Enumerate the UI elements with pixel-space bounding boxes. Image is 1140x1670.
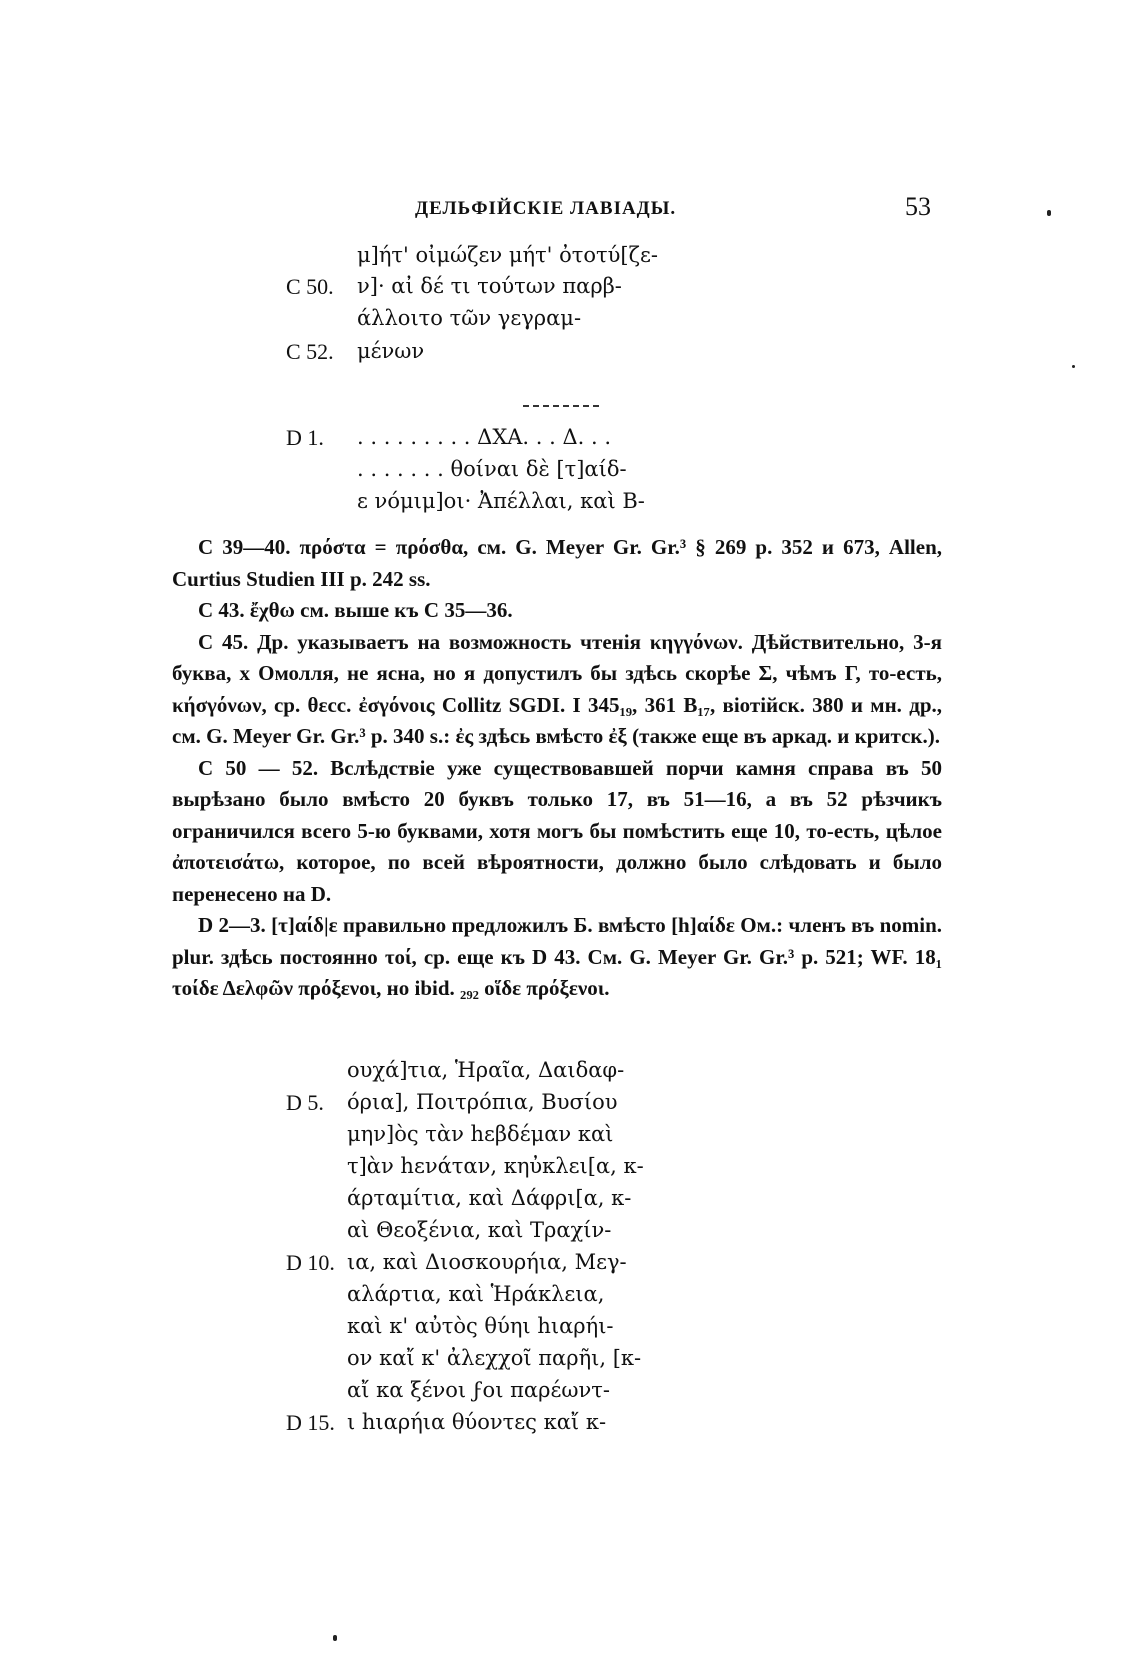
line-number-d1: D 1. bbox=[286, 425, 324, 450]
d-text-line: αὶ Θεοξένια, καὶ Τραχίν- bbox=[347, 1218, 612, 1242]
d-text-line: . . . . . . . . . ΔΧΑ. . . Δ. . . bbox=[357, 425, 612, 449]
line-number-c52: C 52. bbox=[286, 339, 334, 364]
commentary-paragraph: C 43. ἔχθω см. выше къ C 35—36. bbox=[198, 598, 513, 622]
line-number-d10: D 10. bbox=[286, 1250, 335, 1275]
c-text-line: άλλοιτο τῶν γεγραμ- bbox=[357, 306, 582, 330]
d-text-line: μην]ὸς τὰν hεβδέμαν καὶ bbox=[347, 1122, 614, 1146]
commentary-paragraph: C 39—40. πρόστα = πρόσθα, см. G. Meyer Gr. Gr.³ § 269 p. 352 и 673, Allen, Curtius Studien III p. 242 ss. bbox=[172, 535, 942, 591]
d-text-line: . . . . . . . θοίναι δὲ [τ]αίδ- bbox=[357, 457, 627, 481]
c-text-line: μένων bbox=[357, 339, 425, 363]
d-text-line: άρταμίτια, καὶ Δάφρι[α, κ- bbox=[347, 1186, 632, 1210]
d-text-line: καὶ κ' αὐτὸς θύηι hιαρήι- bbox=[347, 1314, 614, 1338]
d-text-line: ια, καὶ Διοσκουρήια, Μεγ- bbox=[347, 1250, 627, 1274]
d-text-line: ουχά]τια, Ἡραῖα, Δαιδαφ- bbox=[347, 1058, 625, 1082]
commentary-block bbox=[172, 532, 942, 1005]
d-text-line: ε νόμιμ]οι· Ἀπέλλαι, καὶ Β- bbox=[357, 489, 645, 513]
line-number-d15: D 15. bbox=[286, 1410, 335, 1435]
d-text-line: αἴ κα ξένοι ϝοι παρέωντ- bbox=[347, 1378, 610, 1402]
c-text-line: ν]· αἰ δέ τι τούτων παρβ- bbox=[357, 274, 622, 298]
line-number-c50: C 50. bbox=[286, 274, 334, 299]
scan-speck bbox=[1072, 365, 1075, 368]
d-text-line: ι hιαρήια θύοντες καἴ κ- bbox=[347, 1410, 607, 1434]
page-number: 53 bbox=[905, 192, 931, 221]
scan-speck bbox=[1047, 210, 1051, 216]
commentary-paragraph: C 50 — 52. Вслѣдствіе уже существовавшей порчи камня справа въ 50 вырѣзано было вмѣсто 20 буквъ только 17, въ 51—16, а въ 52 рѣзчикъ ограничился всего 5-ю буквами, хотя могъ бы помѣстить еще 10, то-есть, цѣлое ἀποτεισάτω, которое, по всей вѣроятности, должно было слѣдовать и было перенесено на D. bbox=[172, 755, 942, 906]
commentary-paragraph: C 45. Др. указываетъ на возможность чтенія κηγγόνων. Дѣйствительно, 3-я буква, х Омолля, не ясна, но я допустилъ бы здѣсь скорѣе Σ, чѣмъ Γ, то-есть, κήσγόνων, ср. θεсс. ἐσγόνοις Collitz SGDI. I 345₁₉, 361 B₁₇, віотійск. 380 и мн. др., см. G. Meyer Gr. Gr.³ p. 340 s.: ἐς здѣсь вмѣсто ἐξ (также еще въ аркад. и критск.). bbox=[172, 629, 942, 748]
d-text-line: αλάρτια, καὶ Ἡράκλεια, bbox=[347, 1282, 605, 1306]
d-text-line: τ]ὰν hενάταν, κηὐκλει[α, κ- bbox=[347, 1154, 644, 1178]
section-divider bbox=[523, 405, 599, 407]
running-head: ДЕЛЬФІЙСКІЕ ЛАВІАДЫ. bbox=[415, 198, 677, 219]
commentary-paragraph: D 2—3. [τ]αίδ|ε правильно предложилъ Б. вмѣсто [h]αίδε Ом.: членъ въ nomin. plur. здѣсь постоянно τοί, ср. еще къ D 43. См. G. Meyer Gr. Gr.³ p. 521; WF. 18₁ τοίδε Δελφῶν πρόξενοι, но ibid. ₂₉₂ οἵδε πρόξενοι. bbox=[172, 913, 942, 1000]
d-text-line: όρια], Ποιτρόπια, Βυσίου bbox=[347, 1090, 618, 1114]
line-number-d5: D 5. bbox=[286, 1090, 324, 1115]
c-text-line: μ]ήτ' οἰμώζεν μήτ' ὀτοτύ[ζε- bbox=[357, 243, 658, 267]
scan-speck bbox=[333, 1635, 337, 1641]
d-text-line: ον καἴ κ' ἀλεχχοῖ παρῆι, [κ- bbox=[347, 1346, 642, 1370]
